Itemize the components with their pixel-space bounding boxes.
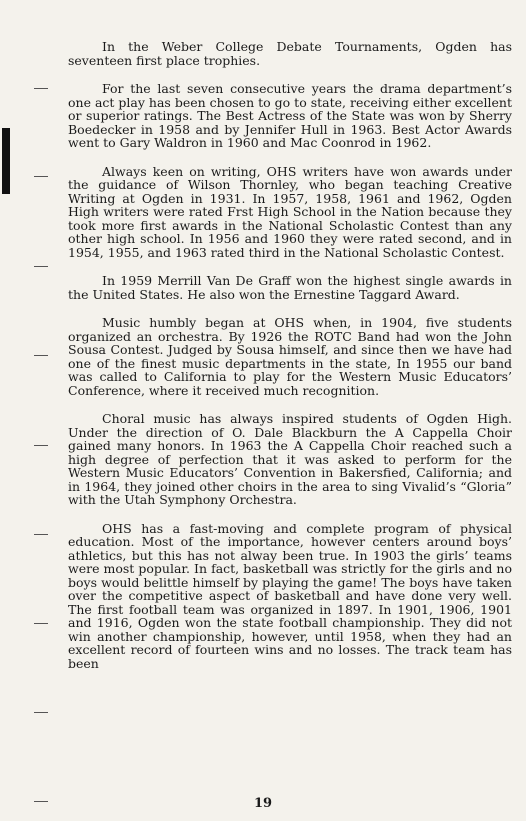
paragraph-van-de-graff: In 1959 Merrill Van De Graff won the highest single awards in the United States. He also won the Ernestine Taggard Award. bbox=[68, 273, 512, 302]
margin-tick bbox=[34, 534, 48, 535]
paragraph-choral: Choral music has always inspired students of Ogden High. Under the direction of O. Dale Blackburn the A Cappella Choir gained many honors. In 1963 the A Cappella Choir reached such a high degree of perfection that it was asked to perform for the Western Music Educators’ Convention in Bakersfied, California; and in 1964, they joined other choirs in the area to sing Vivalid’s “Gloria” with the Utah Symphony Orchestra. bbox=[68, 411, 512, 507]
paragraph-physical-education: OHS has a fast-moving and complete program of physical education. Most of the importance, however centers around boys’ athletics, but this has not alway been true. In 1903 the girls’ teams were most popular. In fact, basketball was strictly for the girls and no boys would belittle himself by playing the game! The boys have taken over the competitive aspect of basketball and have done very well. The first football team was organized in 1897. In 1901, 1906, 1901 and 1916, Ogden won the state football championship. They did not win another championship, however, until 1958, when they had an excellent record of fourteen wins and no losses. The track team has been bbox=[68, 520, 512, 671]
margin-tick bbox=[34, 176, 48, 177]
margin-tick bbox=[34, 266, 48, 267]
margin-tick bbox=[34, 623, 48, 624]
paragraph-music: Music humbly began at OHS when, in 1904, five students organized an orchestra. By 1926 the ROTC Band had won the John Sousa Contest. Judged by Sousa himself, and since then we have had one of the finest music departments in the state, In 1955 our band was called to California to play for the Western Music Educators’ Conference, where it received much recognition. bbox=[68, 315, 512, 398]
margin-ink-bar bbox=[2, 128, 10, 194]
margin-marks bbox=[0, 0, 60, 821]
margin-tick bbox=[34, 445, 48, 446]
paragraph-drama: For the last seven consecutive years the drama department’s one act play has been chosen to go to state, receiving either excellent or superior ratings. The Best Actress of the State was won by Sherry Boedecker in 1958 and by Jennifer Hull in 1963. Best Actor Awards went to Gary Waldron in 1960 and Mac Coonrod in 1962. bbox=[68, 81, 512, 150]
page-body bbox=[68, 40, 512, 685]
paragraph-writing: Always keen on writing, OHS writers have won awards under the guidance of Wilson Thornley, who began teaching Creative Writing at Ogden in 1931. In 1957, 1958, 1961 and 1962, Ogden High writers were rated Frst High School in the Nation because they took more first awards in the National Scholastic Contest than any other high school. In 1956 and 1960 they were rated second, and in 1954, 1955, and 1963 rated third in the National Scholastic Contest. bbox=[68, 163, 512, 260]
page-number: 19 bbox=[253, 796, 273, 811]
margin-tick bbox=[34, 712, 48, 713]
margin-tick bbox=[34, 355, 48, 356]
margin-tick bbox=[34, 88, 48, 89]
paragraph-debate: In the Weber College Debate Tournaments, Ogden has seventeen first place trophies. bbox=[68, 39, 512, 68]
